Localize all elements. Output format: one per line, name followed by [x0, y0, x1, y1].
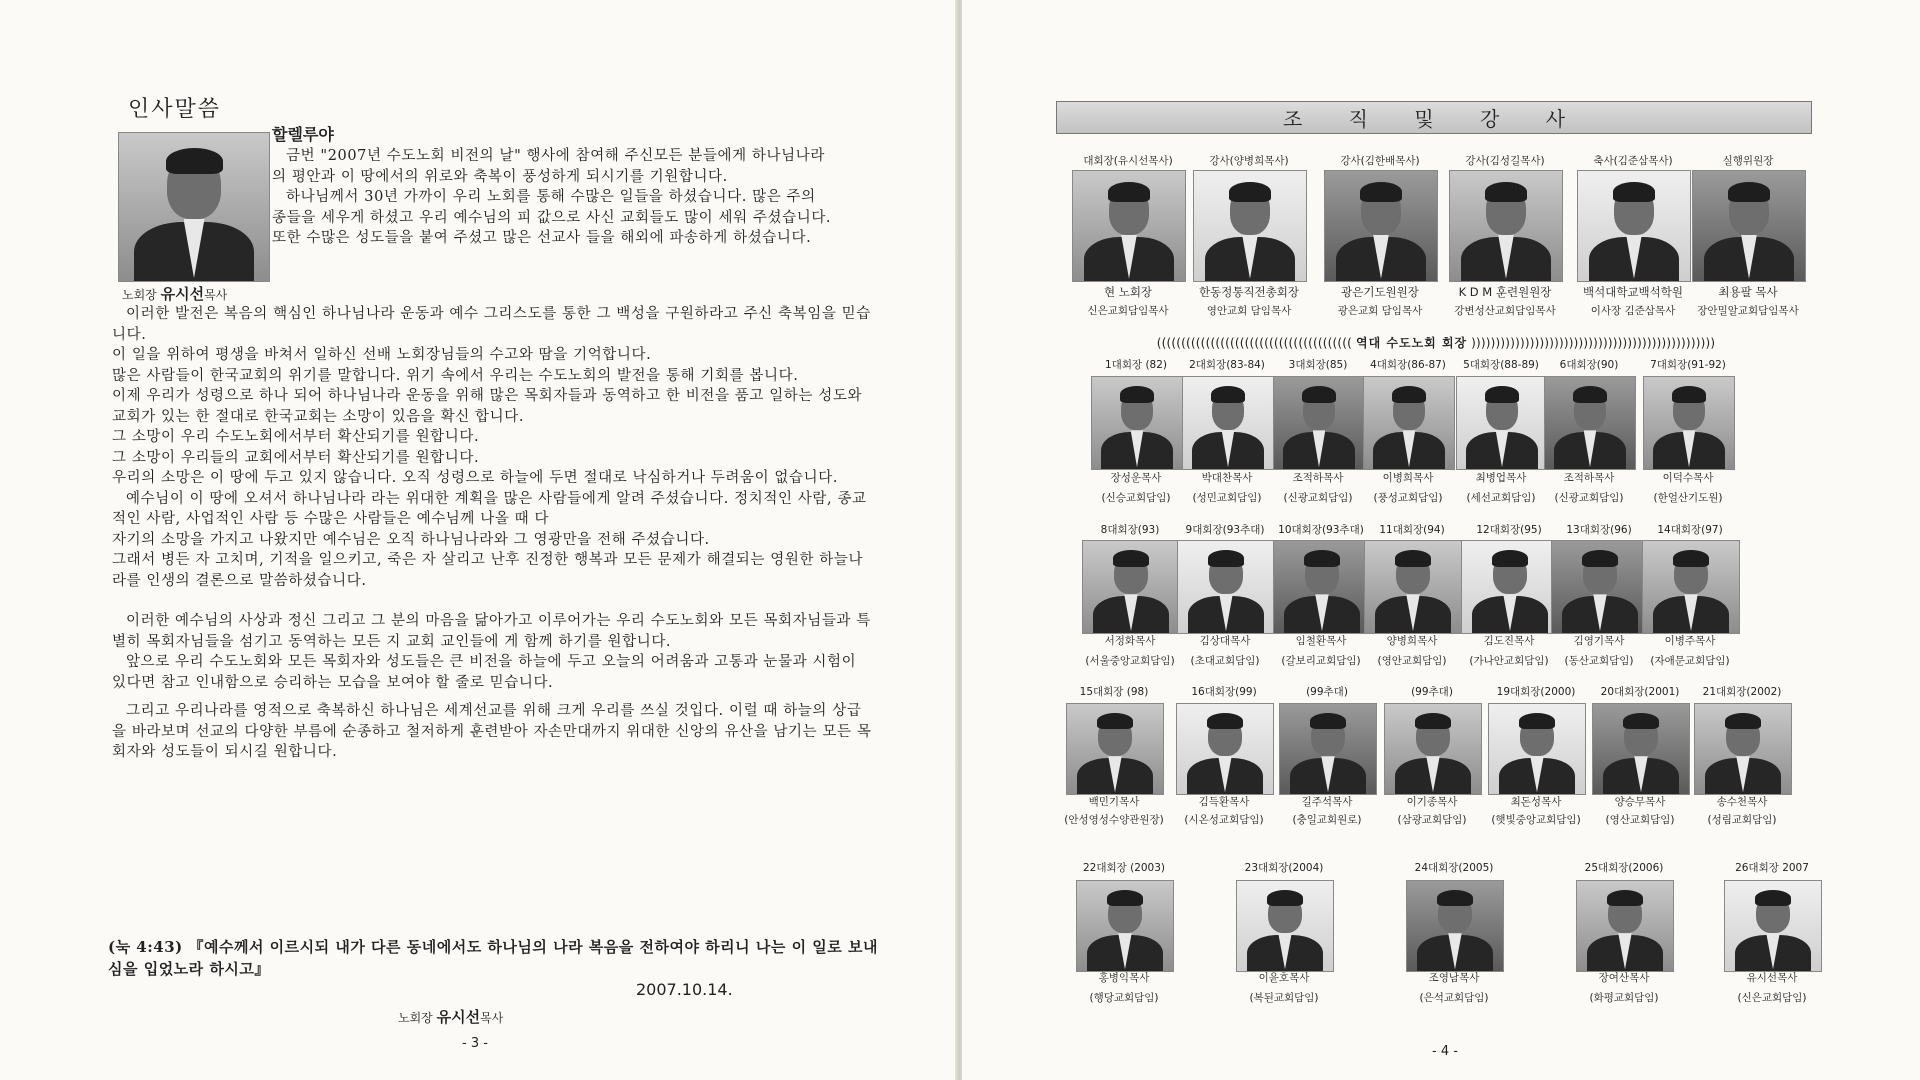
- portrait-photo: [1551, 540, 1649, 634]
- portrait-photo: [1642, 540, 1740, 634]
- portrait-church: (한얼산기도원): [1653, 492, 1723, 504]
- portrait-caption: 노회장 유시선목사: [122, 285, 228, 303]
- portrait-church: (안성영성수양관원장): [1064, 814, 1164, 826]
- portrait-label: 10대회장(93추대): [1278, 524, 1364, 536]
- left-page: [0, 0, 958, 1080]
- portrait-photo: [1488, 703, 1586, 795]
- portrait-label: 3대회장(85): [1288, 359, 1348, 371]
- portrait-label: 23대회장(2004): [1244, 862, 1324, 874]
- page-number: - 3 -: [462, 1036, 488, 1051]
- portrait-church: (성민교회담임): [1192, 492, 1262, 504]
- portrait-label: 13대회장(96): [1566, 524, 1632, 536]
- portrait-photo: [1182, 376, 1274, 470]
- organization-title: 조 직 및 강 사: [1056, 101, 1812, 134]
- portrait-label: 22대회장 (2003): [1082, 862, 1166, 874]
- portrait-name: 백민기목사: [1088, 796, 1140, 808]
- portrait-church: (신광교회담임): [1554, 492, 1624, 504]
- body-paragraph: 그 소망이 우리 수도노회에서부터 확산되기를 원합니다.: [112, 429, 480, 445]
- portrait-label: 6대회장(90): [1559, 359, 1619, 371]
- portrait-name: 최병업목사: [1475, 472, 1527, 484]
- portrait-name: 현 노회장: [1103, 285, 1153, 299]
- portrait-church: (충일교회원로): [1292, 814, 1362, 826]
- portrait-name: 유시선목사: [1746, 972, 1798, 984]
- portrait-name: 박대찬목사: [1201, 472, 1253, 484]
- portrait-label: 2대회장(83-84): [1189, 359, 1265, 371]
- body-paragraph: 이제 우리가 성령으로 하나 되어 하나님나라 운동을 위해 많은 목회자들과 동역하고 한 비전을 품고 일하는 성도와 교회가 있는 한 절대로 한국교회는 소망이 있음을 확신 합니다.: [112, 388, 863, 425]
- portrait-photo: [1461, 540, 1559, 634]
- portrait-name: K D M 훈련원원장: [1458, 285, 1552, 299]
- body-paragraph: 그래서 병든 자 고치며, 기적을 일으키고, 죽은 자 살리고 난후 진정한 행복과 모든 문제가 해결되는 영원한 하늘나라를 인생의 결론으로 말씀하셨습니다.: [112, 552, 864, 589]
- portrait-photo: [1592, 703, 1690, 795]
- date: 2007.10.14.: [636, 980, 733, 999]
- portrait-photo: [1643, 376, 1735, 470]
- portrait-photo: [1544, 376, 1636, 470]
- portrait-church: 강변성산교회담임목사: [1454, 305, 1556, 317]
- portrait-church: (시온성교회담임): [1184, 814, 1264, 826]
- portrait-name: 장여산목사: [1598, 972, 1650, 984]
- portrait-name: 김영기목사: [1573, 635, 1625, 647]
- portrait-name: 김도진목사: [1483, 635, 1535, 647]
- portrait-church: (영산교회담임): [1605, 814, 1675, 826]
- portrait-name: 이병희목사: [1382, 472, 1434, 484]
- portrait-photo: [1384, 703, 1482, 795]
- portrait-photo: [1456, 376, 1548, 470]
- portrait-church: (햇빛중앙교회담임): [1491, 814, 1581, 826]
- portrait-photo: [1176, 703, 1274, 795]
- body-paragraph: 그리고 우리나라를 영적으로 축복하신 하나님은 세계선교를 위해 크게 우리를 쓰실 것입다. 이럴 때 하늘의 상급을 바라보며 선교의 다양한 부름에 순종하고 철저하게 훈련받아 자손만대까지 위대한 신앙의 유산을 남기는 모든 목회자와 성도들이 되시길 원합니다.: [112, 703, 872, 760]
- portrait-photo: [1724, 880, 1822, 972]
- portrait-label: 강사(김한배목사): [1340, 155, 1420, 167]
- portrait-photo: [1577, 170, 1691, 282]
- portrait-name: 양승무목사: [1614, 796, 1666, 808]
- portrait-photo: [1236, 880, 1334, 972]
- portrait-church: 신은교회담임목사: [1087, 305, 1169, 317]
- portrait-name: 장성운목사: [1110, 472, 1162, 484]
- portrait-church: (신광교회담임): [1283, 492, 1353, 504]
- president-portrait: [118, 132, 270, 282]
- portrait-church: (세선교회담임): [1466, 492, 1536, 504]
- portrait-photo: [1273, 376, 1365, 470]
- portrait-church: (성림교회담임): [1707, 814, 1777, 826]
- portrait-label: 강사(김성길목사): [1465, 155, 1545, 167]
- portrait-name: 최용팔 목사: [1718, 285, 1778, 299]
- portrait-church: (서울중앙교회담임): [1085, 655, 1175, 667]
- portrait-label: 24대회장(2005): [1414, 862, 1494, 874]
- portrait-label: 대회장(유시선목사): [1083, 155, 1173, 167]
- portrait-name: 이병주목사: [1664, 635, 1716, 647]
- portrait-photo: [1091, 376, 1183, 470]
- portrait-church: (갈보리교회담임): [1281, 655, 1361, 667]
- portrait-label: 21대회장(2002): [1702, 686, 1782, 698]
- portrait-photo: [1193, 170, 1307, 282]
- portrait-name: 이기종목사: [1406, 796, 1458, 808]
- portrait-name: 양병희목사: [1386, 635, 1438, 647]
- salutation: 할렐루야: [272, 125, 334, 144]
- intro-text: [272, 146, 832, 249]
- portrait-label: 8대회장(93): [1100, 524, 1160, 536]
- portrait-church: 광은교회 담임목사: [1337, 305, 1423, 317]
- portrait-label: 4대회장(86-87): [1370, 359, 1446, 371]
- portrait-church: (동산교회담임): [1564, 655, 1634, 667]
- portrait-label: 20대회장(2001): [1600, 686, 1680, 698]
- portrait-label: (99추대): [1306, 686, 1348, 698]
- portrait-photo: [1324, 170, 1438, 282]
- body-paragraph: 이러한 발전은 복음의 핵심인 하나님나라 운동과 예수 그리스도를 통한 그 백성을 구원하라고 주신 축복임을 믿습니다.: [112, 306, 871, 343]
- signature: 노회장 유시선목사: [398, 1008, 504, 1026]
- intro-paragraph: 하나님께서 30년 가까이 우리 노회를 통해 수많은 일들을 하셨습니다. 많은 주의 종들을 세우게 하셨고 우리 예수님의 피 값으로 사신 교회들도 많이 세워 주셨습니다. 또한 수많은 성도들을 붙여 주셨고 많은 선교사 들을 해외에 파송하게 하셨습니다.: [272, 189, 832, 246]
- portrait-name: 조적하목사: [1563, 472, 1615, 484]
- portrait-church: (가나안교회담임): [1469, 655, 1549, 667]
- portrait-photo: [1449, 170, 1563, 282]
- portrait-label: 15대회장 (98): [1079, 686, 1149, 698]
- portrait-label: 실행위원장: [1722, 155, 1774, 167]
- body-paragraph: 그 소망이 우리들의 교회에서부터 확산되기를 원합니다.: [112, 449, 480, 466]
- body-paragraph: 예수님이 이 땅에 오셔서 하나님나라 라는 위대한 계획을 많은 사람들에게 알려 주셨습니다. 정치적인 사람, 종교적인 사람, 사업적인 사람 등 수많은 사람들은 예수님께 나올 때 다: [112, 490, 867, 527]
- portrait-name: 김득환목사: [1198, 796, 1250, 808]
- portrait-name: 광은기도원원장: [1341, 285, 1419, 299]
- portrait-label: 7대회장(91-92): [1650, 359, 1726, 371]
- portrait-church: (복된교회담임): [1249, 992, 1319, 1004]
- portrait-name: 조적하목사: [1292, 472, 1344, 484]
- portrait-label: 16대회장(99): [1191, 686, 1257, 698]
- history-banner: (((((((((((((((((((((((((((((((((((((((( 역대 수도노회 회장 )))))))))))))))))))))))))))))))))))))))))))))))))): [1156, 336, 1716, 350]
- portrait-name: 홍병익목사: [1098, 972, 1150, 984]
- greeting-heading: 인사말씀: [128, 97, 222, 122]
- portrait-church: (행당교회담임): [1089, 992, 1159, 1004]
- portrait-church: (화평교회담임): [1589, 992, 1659, 1004]
- portrait-label: 5대회장(88-89): [1463, 359, 1539, 371]
- portrait-photo: [1072, 170, 1186, 282]
- portrait-church: (풍성교회담임): [1373, 492, 1443, 504]
- portrait-photo: [1177, 540, 1275, 634]
- portrait-name: 서정화목사: [1104, 635, 1156, 647]
- portrait-label: 1대회장 (82): [1104, 359, 1168, 371]
- portrait-church: 장안밀알교회담임목사: [1697, 305, 1799, 317]
- body-paragraph: 우리의 소망은 이 땅에 두고 있지 않습니다. 오직 성령으로 하늘에 두면 절대로 낙심하거나 두려움이 없습니다.: [112, 470, 839, 486]
- portrait-photo: [1364, 540, 1462, 634]
- portrait-name: 이덕수목사: [1662, 472, 1714, 484]
- scripture-verse: (눅 4:43) 『예수께서 이르시되 내가 다른 동네에서도 하나님의 나라 복음을 전하여야 하리니 나는 이 일로 보내심을 입었노라 하시고』: [108, 938, 878, 978]
- body-text: [112, 304, 872, 763]
- portrait-label: 14대회장(97): [1657, 524, 1723, 536]
- portrait-name: 백석대학교백석학원: [1583, 285, 1683, 299]
- portrait-photo: [1066, 703, 1164, 795]
- portrait-church: (영안교회담임): [1377, 655, 1447, 667]
- page-number: - 4 -: [1432, 1044, 1458, 1059]
- portrait-church: 이사장 김준삼목사: [1590, 305, 1676, 317]
- portrait-label: (99추대): [1411, 686, 1453, 698]
- portrait-label: 25대회장(2006): [1584, 862, 1664, 874]
- portrait-church: (은석교회담임): [1419, 992, 1489, 1004]
- portrait-photo: [1692, 170, 1806, 282]
- portrait-photo: [1076, 880, 1174, 972]
- portrait-label: 12대회장(95): [1476, 524, 1542, 536]
- portrait-photo: [1694, 703, 1792, 795]
- portrait-church: (초대교회담임): [1190, 655, 1260, 667]
- portrait-label: 강사(양병희목사): [1209, 155, 1289, 167]
- intro-paragraph: 금번 "2007년 수도노회 비전의 날" 행사에 참여해 주신모든 분들에게 하나님나라의 평안과 이 땅에서의 위로와 축복이 풍성하게 되시기를 기원합니다.: [272, 148, 825, 185]
- body-paragraph: 앞으로 우리 수도노회와 모든 목회자와 성도들은 큰 비전을 하늘에 두고 오늘의 어려움과 고통과 눈물과 시험이 있다면 참고 인내함으로 승리하는 모습을 보여야 할 줄로 믿습니다.: [112, 654, 857, 691]
- portrait-photo: [1406, 880, 1504, 972]
- portrait-name: 김상대목사: [1199, 635, 1251, 647]
- portrait-name: 임철환목사: [1295, 635, 1347, 647]
- portrait-name: 이윤호목사: [1258, 972, 1310, 984]
- portrait-name: 조영남목사: [1428, 972, 1480, 984]
- portrait-name: 길주석목사: [1301, 796, 1353, 808]
- portrait-church: (신은교회담임): [1737, 992, 1807, 1004]
- portrait-label: 26대회장 2007: [1735, 862, 1809, 874]
- portrait-label: 11대회장(94): [1379, 524, 1445, 536]
- body-paragraph: 이러한 예수님의 사상과 정신 그리고 그 분의 마음을 닮아가고 이루어가는 우리 수도노회와 모든 목회자님들과 특별히 목회자님들을 섬기고 동역하는 모든 지 교회 교인들에 게 함께 하기를 원합니다.: [112, 613, 871, 650]
- portrait-name: 한동정통직전총회장: [1199, 285, 1299, 299]
- portrait-label: 9대회장(93추대): [1185, 524, 1265, 536]
- portrait-photo: [1279, 703, 1377, 795]
- body-paragraph: 자기의 소망을 가지고 나왔지만 예수님은 오직 하나님나라와 그 영광만을 전해 주셨습니다.: [112, 531, 710, 548]
- portrait-photo: [1363, 376, 1455, 470]
- portrait-photo: [1273, 540, 1371, 634]
- portrait-photo: [1082, 540, 1180, 634]
- portrait-church: (삼광교회담임): [1397, 814, 1467, 826]
- portrait-name: 송수천목사: [1716, 796, 1768, 808]
- portrait-photo: [1576, 880, 1674, 972]
- portrait-label: 19대회장(2000): [1496, 686, 1576, 698]
- portrait-name: 최돈성목사: [1510, 796, 1562, 808]
- body-paragraph: 이 일을 위하여 평생을 바쳐서 일하신 선배 노회장님들의 수고와 땀을 기억합니다.: [112, 347, 652, 363]
- portrait-church: 영안교회 담임목사: [1206, 305, 1292, 317]
- portrait-church: (신승교회담임): [1101, 492, 1171, 504]
- portrait-church: (자애문교회담임): [1650, 655, 1730, 667]
- portrait-label: 축사(김준삼목사): [1593, 155, 1673, 167]
- body-paragraph: 많은 사람들이 한국교회의 위기를 말합니다. 위기 속에서 우리는 수도노회의 발전을 통해 기회를 봅니다.: [112, 367, 799, 384]
